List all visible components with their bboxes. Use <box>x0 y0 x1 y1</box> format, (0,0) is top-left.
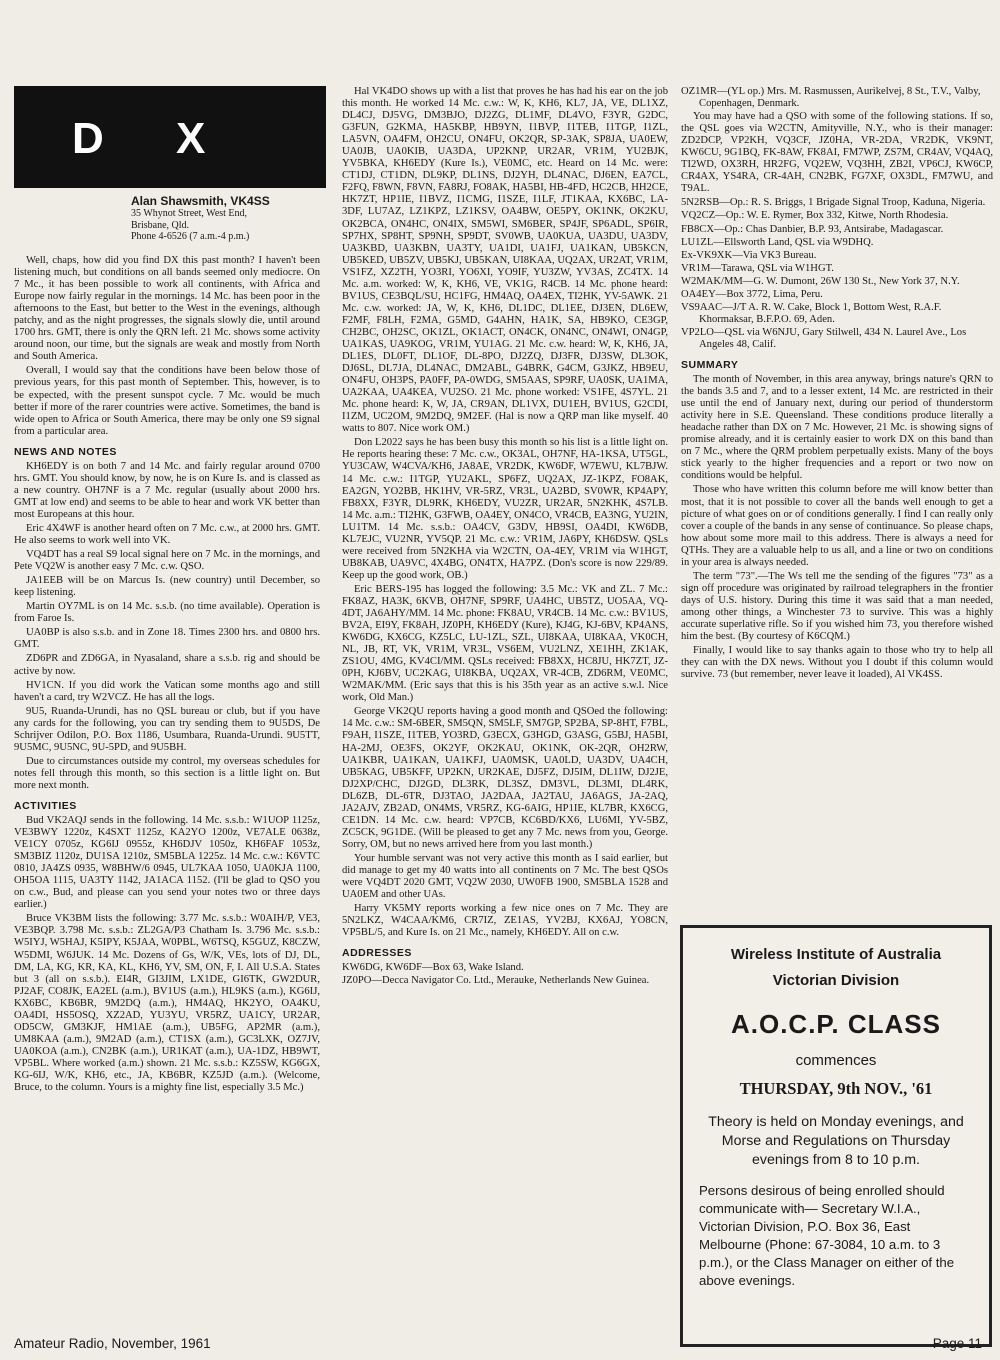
address-entry: W2MAK/MM—G. W. Dumont, 26W 130 St., New York 37, N.Y. <box>681 275 960 287</box>
report-paragraph: Eric BERS-195 has logged the following: 3.5 Mc.: VK and ZL. 7 Mc.: FK8AZ, HA3K, 6KVB, OH7NF, SP9RF, UA4HC, UB5TZ, UO5AA, VQ-4DT, JA6AHY/MM. 14 Mc. phone: FK8AU, VR4CB. 14 Mc. c.w.: BV1US, BV2A, EI9Y, FK8AH, JZ0PH, KH6EDY (Kure), KJ4G, KJ-6BV, KP4ANS, KW6DG, KX6CG, KZ5LC, LU-1ZL, SZL, UI8KAA, UI8KAA, VK0CH, NL, JB, RT, VK, VR1M, VR3L, VS6EM, VU2LNZ, XE1HH, ZK1AK, ZS1OU, 4MG, KV4CI/MM. QSLs received: FB8XX, HC8JU, HK7ZT, JZ-0PH, KJ6BV, UC2KAG, UI8KBA, UQ2AX, VR-4CB, ZD6RM, VE0MC, W2MAK/MM. (Eric says that this is his 35th year as an active s.w.l. Nice work, Old Man.) <box>342 583 668 704</box>
address-entry: OA4EY—Box 3772, Lima, Peru. <box>681 288 823 300</box>
news-paragraph: Due to circumstances outside my control, my overseas schedules for notes fell through this month, so this section is a little light on. But more next month. <box>14 755 320 791</box>
news-heading: NEWS AND NOTES <box>14 445 117 458</box>
summary-paragraph: The term "73".—The Ws tell me the sending of the figures "73" as a sign off procedure was originated by railroad telegraphers in the frontier days of U.S. history. During this time it was said that a man needed, among other things, a Winchester 73 to survive. This was a highly accurate superlative rifle. So if you wished him 73, you therefore wished him the best. (By courtesy of K6CQM.) <box>681 570 993 643</box>
news-paragraph: VQ4DT has a real S9 local signal here on 7 Mc. in the mornings, and Pete VQ2W is another easy 7 Mc. c.w. QSO. <box>14 549 320 573</box>
summary-paragraph: The month of November, in this area anyway, brings nature's QRN to the bands 3.5 and 7, and to a lesser extent, 14 Mc. are restricted in their use until the end of January next, during our period of thunderstorm activity here in S.E. Queensland. These conditions produce literally a headache rather than DX on 7 Mc. However, 21 Mc. is showing signs of promise already, and it is certainly easier to work DX on this band than on 7 Mc., where the QRM problem perpetually exists. Many of the boys stick yearly to the higher frequencies and a report or two now on conditions would be helpful. <box>681 374 993 482</box>
column-3 <box>681 86 993 683</box>
report-paragraph: Harry VK5MY reports working a few nice ones on 7 Mc. They are 5N2LKZ, W4CAA/KM6, CR7IZ, ZE1AS, YV2BJ, KX6AJ, YO8CN, VP5BL/5, and Kure Is. on 21 Mc., namely, KH6EDY. All on c.w. <box>342 903 668 939</box>
activities-paragraph: Bud VK2AQJ sends in the following. 14 Mc. s.s.b.: W1UOP 1125z, VE3BWY 1220z, K4SXT 1125z, KA2YO 1200z, VE7ALE 0638z, VE1CY 0705z, KG6IJ 0955z, KH6DJV 1050z, KH6FAF 1053z, SM3BIZ 1120z, DU1SA 1210z, SM5BLA 1225z. 14 Mc. c.w.: K6VTC 0810, JA4ZS 0935, W8BHW/6 0945, UL7KAA 1050, UA0KJA 1100, OH5OA 1115, UA3TY 1142, JA1ACA 1152. (I'll be glad to QSO you on c.w., Bud, and please can you send your notes two or three days earlier.) <box>14 815 320 911</box>
address-entry: LU1ZL—Ellsworth Land, QSL via W9DHQ. <box>681 236 874 248</box>
address-entry: 5N2RSB—Op.: R. S. Briggs, 1 Brigade Signal Troop, Kaduna, Nigeria. <box>681 197 986 209</box>
address-entry: VP2LO—QSL via W6NJU, Gary Stilwell, 434 N. Laurel Ave., Los Angeles 48, Calif. <box>681 326 967 350</box>
notice-schedule: Theory is held on Monday evenings, and Morse and Regulations on Thursday evenings from 8 to 10 p.m. <box>708 1114 964 1168</box>
address-entry: JZ0PO—Decca Navigator Co. Ltd., Merauke, Netherlands New Guinea. <box>342 975 650 987</box>
intro-paragraph-2: Overall, I would say that the conditions have been below those of previous years, for this past month of September. This, however, is to be expected, with the present sunspot cycle. 7 Mc. would be much better if more of the rarer countries were active. Sometimes, the band is wide open to Africa or South America, there may be only one S9 signal from a particular area. <box>14 365 320 437</box>
notice-contact: Persons desirous of being enrolled should communicate with— Secretary W.I.A., Victorian Division, P.O. Box 36, East Melbourne (Phone: 67-3084, 10 a.m. to 3 p.m.), or the Class Manager on either of the above evenings. <box>699 1183 955 1288</box>
news-paragraph: KH6EDY is on both 7 and 14 Mc. and fairly regular around 0700 hrs. GMT. You should know, by now, he is on Kure Is. and is classed as a new country. OH7NF is a 7 Mc. regular (usually about 2000 hrs. GMT at low end) and seems to be able to hear and work VK better than most Europeans at this hour. <box>14 460 320 520</box>
intro-paragraph-1: Well, chaps, how did you find DX this past month? I haven't been listening much, but conditions on all bands seemed only mediocre. On 7 Mc., it has been possible to work all continents, with Africa and Europe now fairly regular in the mornings. 14 Mc. has been poor in the afternoons to the East, but better to the West in the evenings, although patchy, and as the night progresses, the signals slowly die, until around 1700 hrs. GMT, there is only the QRN left. 21 Mc. shows some activity around noon, our time, but the signals are weak and mostly from North and South America. <box>14 255 320 363</box>
address-entry: VR1M—Tarawa, QSL via W1HGT. <box>681 262 834 274</box>
address-entry: VS9AAC—J/T A. R. W. Cake, Block 1, Bottom West, R.A.F. Khormaksar, B.F.P.O. 69, Aden. <box>681 301 942 325</box>
section-title: D X <box>72 114 236 163</box>
footer-publication: Amateur Radio, November, 1961 <box>14 1336 211 1351</box>
notice-date: THURSDAY, 9th NOV., '61 <box>739 1079 933 1098</box>
news-paragraph: 9U5, Ruanda-Urundi, has no QSL bureau or club, but if you have any cards for the following, you can try sending them to 9U5DS, De Schrijver Odilon, P.O. Box 1186, Usumbara, Ruanda-Urundi. 9U5TT, 9U5MC, 9U5NC, 9U-5PD, and 9U5BH. <box>14 705 320 753</box>
summary-heading: SUMMARY <box>681 358 739 371</box>
author-block <box>131 196 331 243</box>
news-paragraph: JA1EEB will be on Marcus Is. (new country) until December, so keep listening. <box>14 575 320 599</box>
column-1 <box>14 255 320 1096</box>
address-entry: OZ1MR—(YL op.) Mrs. M. Rasmussen, Aurikelvej, 8 St., T.V., Valby, Copenhagen, Denmark. <box>681 86 981 110</box>
report-paragraph: George VK2QU reports having a good month and QSOed the following: 14 Mc. c.w.: SM-6BER, SM5QN, SM5LF, SM7GP, SP2BA, SP-8HT, F7BL, F9AH, I1SZE, I1TEB, YO3RD, G3ECX, G3HGD, G3ASG, G5BJ, HA5BI, HA-2MJ, OE3FS, OK2YF, OK2KAU, OK1NK, OK-2QR, OH2RW, UA1KBR, UA1KAN, UA1KFJ, UA0MSK, UA0LD, UA3DV, UA4CH, UB5KAG, UB5KFF, UP2KN, UR2KAE, DJ5FZ, DJ5IM, DL1IW, DJ2JE, DJ2XP/CHC, DJ2GD, DL3RK, DL3SZ, DM3VL, DL3MI, DL4RK, DL6ZB, DL-6TR, DJ3TAO, JA2DAA, JA2TAU, JA6AGS, JA-2AQ, JA2AJV, ZB2AD, ON4MS, VR5RZ, KG-6AIG, HP1IE, KL7BR, KX6CG, CE1DN. 14 Mc. c.w. heard: VP7CB, KC6BD/KX6, LU6MI, YV-5BZ, ZC5CK, 9G1DE. (Will be pleased to get any 7 Mc. news from you, George. Sorry, OM, but no news arrived here from you last month.) <box>342 706 668 850</box>
footer-page-number: Page 11 <box>932 1336 982 1351</box>
news-paragraph: UA0BP is also s.s.b. and in Zone 18. Times 2300 hrs. and 0800 hrs. GMT. <box>14 627 320 651</box>
notice-org: Wireless Institute of Australia <box>730 946 942 963</box>
news-paragraph: ZD6PR and ZD6GA, in Nyasaland, share a s.s.b. rig and should be active by now. <box>14 653 320 677</box>
address-entry: VQ2CZ—Op.: W. E. Rymer, Box 332, Kitwe, North Rhodesia. <box>681 210 949 222</box>
activities-paragraph: Bruce VK3BM lists the following: 3.77 Mc. s.s.b.: W0AIH/P, VE3, VE3BQP. 3.798 Mc. s.s.b.: ZL2GA/P3 Chatham Is. 3.796 Mc. s.s.b.: W5IYJ, W5HAJ, K5IPY, K5JAA, W0PBL, W6TSQ, K5GUZ, K8CZW, W5DMI, W6JUK. 14 Mc. Dozens of Gs, W/K, VEs, lots of DJ, DL, DM, LA, KG, KR, KA, KL, KH6, YV, SM, ON, F, I. All U.S.A. States but 3 (all on s.s.b.). EI4R, GI3JIM, LX1DE, GI6TK, GW2DUR, PJ2AF, CO8JK, EA2EL (a.m.), BV1US (a.m.), HL9KS (a.m.), KG6IJ, KX6BC, KB6BR, 9M2DQ (a.m.), HM4AQ, HK2YO, OA4KU, OA4DI, HS5OSQ, XZ2AD, YU3YU, VR5RZ, UA1CY, UR2AR, OD5CW, GM3KJF, HM1AE (a.m.), UB5FG, AP2MR (a.m.), UM8KAA (a.m.), 9M2AD (a.m.), CT1SX (a.m.), GC3LXK, OZ7JV, UA0KOA (a.m.), CN2BK (a.m.), UR1KAT (a.m.), UA-1DZ, HB9WT, VP5BL. Where worked (a.m.) shown. 21 Mc. s.s.b.: KZ5SW, KG6GX, KG-6IJ, W/K, KH6, etc., JA, KB6BR, KZ5JD (a.m.). (Welcome, Bruce, to the column. Yours is a mighty fine list, especially 3.5 Mc.) <box>14 913 320 1094</box>
author-address-line2: Brisbane, Qld. <box>131 219 190 231</box>
address-entry: KW6DG, KW6DF—Box 63, Wake Island. <box>342 962 524 974</box>
notice-class-title: A.O.C.P. CLASS <box>730 1009 941 1039</box>
author-phone: Phone 4-6526 (7 a.m.-4 p.m.) <box>131 231 250 243</box>
report-paragraph: Hal VK4DO shows up with a list that proves he has had his ear on the job this month. He worked 14 Mc. c.w.: W, K, KH6, KL7, JA, VE, DL1XZ, DL4CJ, DJ5VG, DM3BJO, DJ2ZG, DL1MF, DL4VO, F3YR, G2DC, G3FUN, G2KMA, HA5KBP, HB9YN, I1BVP, I1TEB, I1TGP, I1ZL, LA5VN, OA4FM, OH2CU, ON4FU, OK2QR, SP-3AK, SP8JA, UA0EW, UA0JB, UA0KIB, UA3DA, UP2KNP, UR2AR, VR1M, YU2BJK, YV5BKA, KH6EDY (Kure Is.), VE0MC, etc. Heard on 14 Mc. were: CT1DJ, CT1DN, DL9KP, DL1NS, DJ2YH, DL4NAC, DJ6EN, EA7CL, F2FQ, F8WN, F8VN, FA8RJ, FO8AK, HA5BI, HB-4FD, HC2CB, HH2CE, HK7ZT, HP1IE, I1BVZ, I1CMG, I1SZE, I1LF, JT1KAA, KX6BC, LA-3DF, LU7AZ, LZ1KPZ, LZ1KSV, OA4BW, OE5PY, OK1NK, OK2KU, OK2BCA, ON4HC, ON4IX, SM5WI, SM6BER, SP4JF, SP6ADL, SP6IR, SP7HX, SP8HT, SP9NH, SP9DT, SV0WB, UA0KUA, UA3DU, UA3DV, UA3KBD, UA3KBN, UA3TY, UA1DI, UA1FJ, UA1KAN, UB5KCN, UB5KED, UB5ZV, UB5KJ, UB5KAN, UI8KAA, UQ2AX, UR2AT, VR1M, VS1FZ, XZ2TH, YO3RI, YO6XI, YO9IF, YU3ZW, YV3AS, ZC4TX. 14 Mc. a.m. worked: W, K, KH6, VE, VK1G, R4CB. 14 Mc. phone heard: BV1US, CE3BQL/SU, HC1FG, HM4AQ, OA4EX, TI2HK, YV-5AWK. 21 Mc. c.w. worked: JA, W, K, KH6, DL1DC, DL1EE, DJ3EN, DL6EW, F2MF, F8LH, F2MA, G5MD, G4AHN, HA1K, SA, HB9KO, CE3GP, CH2BC, OH2SC, OK1ZL, OK1ACT, ON4CK, ON4NC, ON4WI, ON4GP, UA1KAS, UA9KOG, VR1M, YU1AG. 21 Mc. c.w. heard: W, K, KH6, JA, DL1ES, DL0FT, DL1OF, DL-8PO, DJ2ZQ, DJ3FR, DJ3SW, DL3OK, DJ6SL, DL7JA, DL4NAC, DM2ABL, G4BRK, G4CM, G3JKZ, HB9EU, ON4FU, OH3PS, PA0FF, PA-0WDG, SM5AAS, SP9RF, UA0SK, UA1MA, UA2KAA, UA4KEA, VU2SO. 21 Mc. phone worked: VS1FE, 4S7YL. 21 Mc. phone heard: K, W, JA, CR9AN, DL1VX, DU1EH, BV1US, G2CDI, I1ZM, UC2OM, 9M2DQ, 9M2EF. (Hal is now a QRP man like myself. 40 watts to 807. Nice work OM.) <box>342 86 668 435</box>
summary-paragraph: Those who have written this column before me will know better than most, that it is not possible to cover all the bands well enough to get a picture of what goes on or of conditions generally. I find I can really only cover a couple of the bands in any sense of continuance. So please chaps, how about some more mail to this address. There is always a need for QTHs. They are a valuable help to us all, and a line or two on conditions in your area is always needed. <box>681 484 993 568</box>
news-paragraph: HV1CN. If you did work the Vatican some months ago and still haven't a card, try W2VCZ. He has all the logs. <box>14 679 320 703</box>
qsl-manager-paragraph: You may have had a QSO with some of the following stations. If so, the QSL goes via W2CTN, Amityville, N.Y., who is their manager: ZD2DCP, VP2KH, VQ3CF, JZ0HA, VR-2DA, VR2DK, VK9NT, KW6CU, 9G1BQ, FK-8AW, FK8AI, FM7WP, ZS7M, CR4AV, VQ4AQ, TI2WD, OX3RH, HR2FG, VQ2EW, VQ3HH, ZB2I, VP6CJ, KW6CP, CR4AX, YS4RA, CR-4AH, CN2BK, FG7XF, OX3DL, FM7WU, and T9AL. <box>681 111 993 195</box>
report-paragraph: Your humble servant was not very active this month as I said earlier, but did manage to get my 40 watts into all continents on 7 Mc. The best QSOs were VQ4DT 2020 GMT, VQ2W 2030, UW0FB 1900, SM5BLA 1528 and UA0EM and other UAs. <box>342 852 668 901</box>
author-address-line1: 35 Whynot Street, West End, <box>131 207 248 219</box>
address-entry: Ex-VK9XK—Via VK3 Bureau. <box>681 249 817 261</box>
author-name: Alan Shawsmith, VK4SS <box>131 194 270 208</box>
report-paragraph: Don L2022 says he has been busy this month so his list is a little light on. He reports hearing these: 7 Mc. c.w., OK3AL, OH7NF, HA-1KSA, UT5GL, YU3CAW, W4CVA/KH6, JA8AE, VR2DK, KW6DF, W7EWU, KL7BJW. 14 Mc. c.w.: I1TGP, YU2AKL, SP6FZ, UQ2AX, JZ-1KPZ, FO8AK, EA2GN, YO2BB, HK1HV, VR-5RZ, VR3L, UA2BD, SV0WR, KP4APY, FB8XX, F3YR, DL9RK, KH6EDY, VU2ZR, UR2AR, 5N2KHK, 4S7LB. 14 Mc. a.m.: TI2HK, G3FWB, OA4EY, ON4CO, VR4CB, EA3NG, YU2IN, LU1TM. 14 Mc. s.s.b.: OA4CV, G3DV, HB9SI, OA4DI, KW6DB, KL7EJC, VU2NR, YV5QP. 21 Mc. c.w.: VR1M, JA6PY, KH6DSW. QSLs were received from 5N2KHA via W2CTN, OA-4EY, VR1M via W1HGT, UB8KAB, UA9VC, 4X4BG, ON4TX, HA7PZ. (Don's score is now 229/89. Keep up the good work, OB.) <box>342 437 668 581</box>
news-paragraph: Eric 4X4WF is another heard often on 7 Mc. c.w., at 2000 hrs. GMT. He also seems to work well into VK. <box>14 522 320 547</box>
news-paragraph: Martin OY7ML is on 14 Mc. s.s.b. (no time available). Operation is from Faroe Is. <box>14 601 320 625</box>
address-entry: FB8CX—Op.: Chas Danbier, B.P. 93, Antsirabe, Madagascar. <box>681 223 944 235</box>
aocp-class-notice <box>680 925 992 1347</box>
notice-commences: commences <box>795 1052 877 1069</box>
summary-paragraph: Finally, I would like to say thanks again to those who try to help all they can with the DX news. Without you I doubt if this column would survive. 73 (but remember, never leave it loaded), Al VK4SS. <box>681 645 993 681</box>
activities-heading: ACTIVITIES <box>14 799 77 812</box>
addresses-heading: ADDRESSES <box>342 947 412 960</box>
column-2 <box>342 86 668 988</box>
notice-division: Victorian Division <box>772 972 900 989</box>
